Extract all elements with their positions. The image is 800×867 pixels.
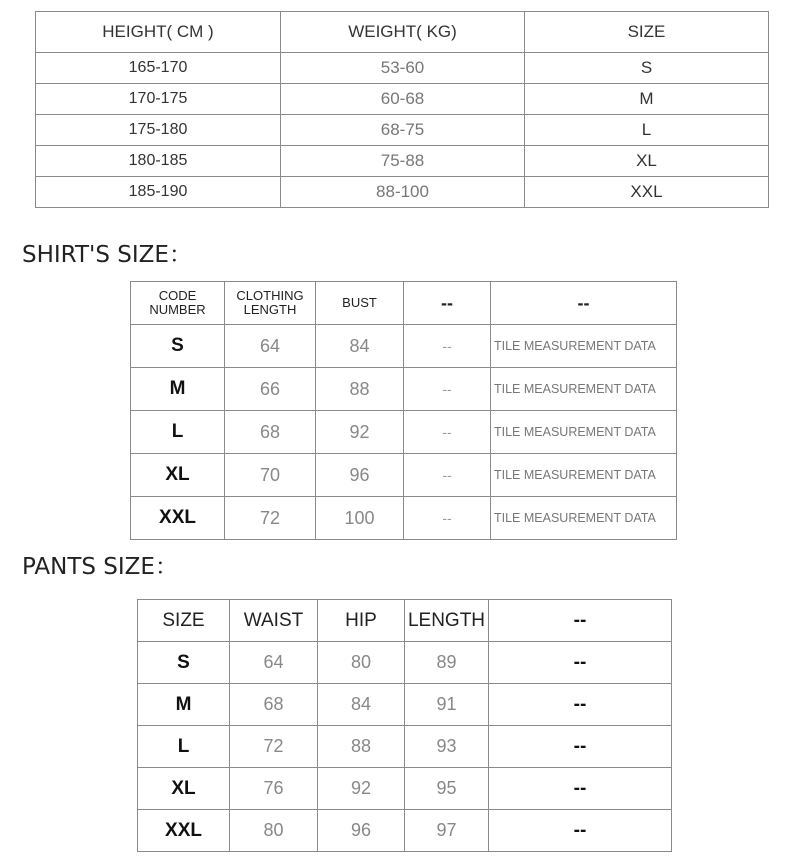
table-row: [131, 454, 677, 497]
dash-cell: --: [489, 726, 672, 768]
hip-cell: 84: [318, 684, 405, 726]
waist-cell: 64: [230, 642, 318, 684]
length-cell: 64: [225, 325, 316, 368]
table-row: [138, 768, 672, 810]
table-row: [36, 115, 769, 146]
waist-cell: 76: [230, 768, 318, 810]
dash-cell: --: [404, 454, 491, 497]
weight-cell: 75-88: [281, 146, 525, 177]
header-length-line1: CLOTHING: [236, 288, 304, 303]
table-row: [131, 368, 677, 411]
waist-cell: 68: [230, 684, 318, 726]
waist-cell: 72: [230, 726, 318, 768]
size-cell: XXL: [138, 810, 230, 852]
header-waist: WAIST: [230, 600, 318, 642]
table-header-row: [131, 282, 677, 325]
table-row: [131, 325, 677, 368]
size-cell: S: [138, 642, 230, 684]
hip-cell: 92: [318, 768, 405, 810]
weight-cell: 53-60: [281, 53, 525, 84]
dash-cell: --: [404, 411, 491, 454]
table-row: [36, 177, 769, 208]
hip-cell: 88: [318, 726, 405, 768]
hip-cell: 80: [318, 642, 405, 684]
dash-cell: --: [404, 325, 491, 368]
table-row: [138, 726, 672, 768]
length-cell: 89: [405, 642, 489, 684]
waist-cell: 80: [230, 810, 318, 852]
header-size: SIZE: [525, 12, 769, 53]
length-cell: 97: [405, 810, 489, 852]
shirt-size-heading: SHIRT'S SIZE：: [22, 242, 192, 268]
header-weight: WEIGHT( KG): [281, 12, 525, 53]
dash-cell: --: [489, 684, 672, 726]
note-cell: TILE MEASUREMENT DATA: [491, 368, 677, 411]
note-cell: TILE MEASUREMENT DATA: [491, 325, 677, 368]
size-cell: XL: [525, 146, 769, 177]
length-cell: 66: [225, 368, 316, 411]
length-cell: 68: [225, 411, 316, 454]
general-size-table: [35, 11, 769, 208]
header-length-line2: LENGTH: [243, 302, 297, 317]
size-cell: M: [525, 84, 769, 115]
length-cell: 93: [405, 726, 489, 768]
height-cell: 180-185: [36, 146, 281, 177]
height-cell: 185-190: [36, 177, 281, 208]
code-cell: XL: [131, 454, 225, 497]
header-bust: BUST: [316, 282, 404, 325]
header-dash: --: [489, 600, 672, 642]
bust-cell: 88: [316, 368, 404, 411]
bust-cell: 96: [316, 454, 404, 497]
code-cell: M: [131, 368, 225, 411]
header-height: HEIGHT( CM ): [36, 12, 281, 53]
code-cell: S: [131, 325, 225, 368]
note-cell: TILE MEASUREMENT DATA: [491, 411, 677, 454]
dash-cell: --: [404, 368, 491, 411]
table-row: [138, 642, 672, 684]
header-clothing-length: [225, 282, 316, 325]
dash-cell: --: [404, 497, 491, 540]
size-cell: L: [525, 115, 769, 146]
note-cell: TILE MEASUREMENT DATA: [491, 497, 677, 540]
table-row: [36, 146, 769, 177]
bust-cell: 84: [316, 325, 404, 368]
weight-cell: 68-75: [281, 115, 525, 146]
dash-cell: --: [489, 642, 672, 684]
length-cell: 72: [225, 497, 316, 540]
length-cell: 91: [405, 684, 489, 726]
bust-cell: 92: [316, 411, 404, 454]
table-row: [138, 810, 672, 852]
height-cell: 165-170: [36, 53, 281, 84]
weight-cell: 88-100: [281, 177, 525, 208]
table-header-row: [36, 12, 769, 53]
height-cell: 170-175: [36, 84, 281, 115]
header-code-line2: NUMBER: [149, 302, 206, 317]
size-cell: M: [138, 684, 230, 726]
weight-cell: 60-68: [281, 84, 525, 115]
table-header-row: [138, 600, 672, 642]
length-cell: 70: [225, 454, 316, 497]
dash-cell: --: [489, 810, 672, 852]
table-row: [36, 53, 769, 84]
header-code-line1: CODE: [158, 288, 197, 303]
dash-cell: --: [489, 768, 672, 810]
header-dash: --: [404, 282, 491, 325]
table-row: [131, 497, 677, 540]
header-size: SIZE: [138, 600, 230, 642]
table-row: [138, 684, 672, 726]
header-hip: HIP: [318, 600, 405, 642]
size-cell: XL: [138, 768, 230, 810]
table-row: [131, 411, 677, 454]
pants-size-table: [137, 599, 672, 852]
length-cell: 95: [405, 768, 489, 810]
bust-cell: 100: [316, 497, 404, 540]
size-cell: XXL: [525, 177, 769, 208]
code-cell: L: [131, 411, 225, 454]
hip-cell: 96: [318, 810, 405, 852]
header-code-number: [131, 282, 225, 325]
header-dash: --: [491, 282, 677, 325]
code-cell: XXL: [131, 497, 225, 540]
size-cell: S: [525, 53, 769, 84]
shirt-size-table: [130, 281, 677, 540]
header-length: LENGTH: [405, 600, 489, 642]
pants-size-heading: PANTS SIZE：: [22, 554, 178, 580]
note-cell: TILE MEASUREMENT DATA: [491, 454, 677, 497]
size-cell: L: [138, 726, 230, 768]
height-cell: 175-180: [36, 115, 281, 146]
table-row: [36, 84, 769, 115]
